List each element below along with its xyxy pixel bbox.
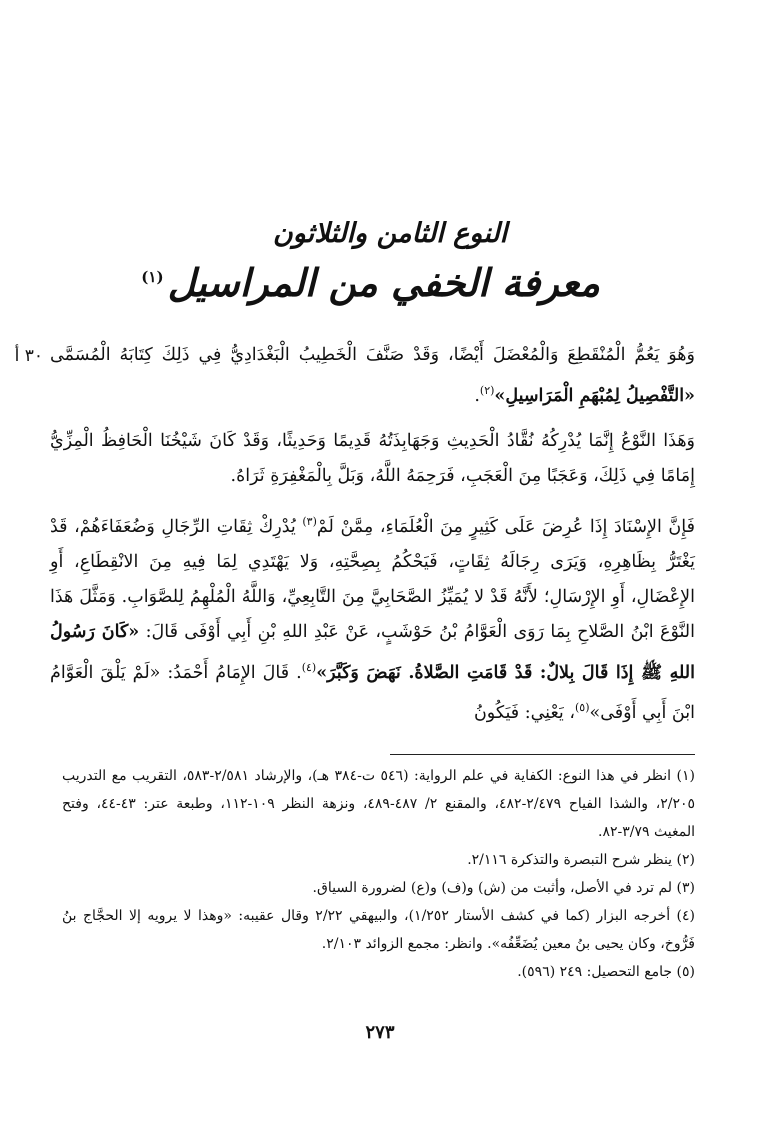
footnote-4: (٤) أخرجه البزار (كما في كشف الأستار ١/٢٥٢)، والبيهقي ٢/٢٢ وقال عقيبه: «وهذا لا يرويه إلا الحجَّاج بنُ فَرُّوخ، وكان يحيى بنُ معين يُضَعِّفُه». وانظر: مجمع الزوائد ٢/١٠٣. [62, 908, 696, 952]
footnote-2: (٢) ينظر شرح التبصرة والتذكرة ٢/١١٦. [467, 852, 695, 868]
paragraph-1-end: . [474, 385, 480, 406]
footnotes [62, 762, 695, 986]
book-title: «التَّفْصِيلُ لِمُبْهَمِ الْمَرَاسِيلِ» [494, 385, 695, 406]
note-ref-2: (٢) [479, 384, 495, 397]
note-ref-5: (٥) [575, 701, 590, 715]
note-ref-3: (٣) [302, 514, 317, 528]
footnote-divider [390, 754, 695, 755]
paragraph-1 [50, 338, 695, 414]
paragraph-2: وَهَذَا النَّوْعُ إِنَّمَا يُدْرِكُهُ نُقَّادُ الْحَدِيثِ وَجَهَابِذَتُهُ قَدِيمًا وَحَدِيثًا، وَقَدْ كَانَ شَيْخُنَا الْحَافِظُ الْمِزِّيُّ إِمَامًا فِي ذَلِكَ، وَعَجَبًا مِنَ الْعَجَبِ، فَرَحِمَهُ اللَّهُ، وَبَلَّ بِالْمَغْفِرَةِ ثَرَاهُ. [50, 430, 695, 486]
chapter-title: النوع الثامن والثلاثون [272, 218, 508, 249]
paragraph-3 [50, 504, 695, 731]
paragraph-3-part-a: فَإِنَّ الإِسْنَادَ إِذَا عُرِضَ عَلَى كَثِيرٍ مِنَ الْعُلَمَاءِ، مِمَّنْ لَمْ [316, 516, 695, 537]
paragraph-1-text: وَهُوَ يَعُمُّ الْمُنْقَطِعَ وَالْمُعْضَلَ أَيْضًا، وَقَدْ صَنَّفَ الْخَطِيبُ الْبَغْدَادِيُّ فِي ذَلِكَ كِتَابَهُ الْمُسَمَّى [50, 345, 695, 365]
paragraph-3-part-b: يُدْرِكْ ثِقَاتِ الرِّجَالِ وَضُعَفَاءَهُمْ، قَدْ يَغْتَرُّ بِظَاهِرِهِ، وَيَرَى رِجَالَهُ ثِقَاتٍ، فَيَحْكُمُ بِصِحَّتِهِ، وَلا يَهْتَدِي لِمَا فِيهِ مِنَ الانْقِطَاعِ، أَوِ الإِعْضَالِ، أَوِ الإِرْسَالِ؛ لأَنَّهُ قَدْ لا يُمَيِّزُ الصَّحَابِيَّ مِنَ التَّابِعِيِّ، وَاللَّهُ الْمُلْهِمُ لِلصَّوَابِ. وَمَثَّلَ هَذَا النَّوْعَ ابْنُ الصَّلاحِ بِمَا رَوَى الْعَوَّامُ بْنُ حَوْشَبٍ، عَنْ عَبْدِ اللهِ بْنِ أَبِي أَوْفَى قَالَ: [50, 516, 695, 642]
section-title [141, 260, 600, 305]
paragraph-3-part-c: . قَالَ الإِمَامُ أَحْمَدُ: «لَمْ يَلْقَ الْعَوَّامُ ابْنَ أَبِي أَوْفَى» [50, 662, 695, 724]
section-title-text: معرفة الخفي من المراسيل [167, 260, 600, 305]
paragraph-3-part-d: ، يَعْنِي: فَيَكُونُ [473, 703, 575, 724]
footnote-5: (٥) جامع التحصيل: ٢٤٩ (٥٩٦). [517, 964, 695, 980]
hadith-quote: «كَانَ رَسُولُ اللهِ ﷺ إِذَا قَالَ بِلالٌ: قَدْ قَامَتِ الصَّلاةُ. نَهَضَ وَكَبَّرَ» [50, 621, 695, 683]
note-ref-4: (٤) [301, 660, 317, 674]
footnote-1: (١) انظر في هذا النوع: الكفاية في علم الرواية: (٥٤٦ ت-٣٨٤ هـ)، والإرشاد ٢/٥٨١-٥٨٣، التقريب مع التدريب ٢/٢٠٥، والشذا الفياح ٢/٤٧٩-٤٨٢، والمقنع ٢/ ٤٨٧-٤٨٩، ونزهة النظر ١٠٩-١١٢، وطبعة عتر: ٤٣-٤٤، وفتح المغيث ٣/٧٩-٨٢. [62, 768, 696, 840]
main-text [50, 338, 695, 741]
footnote-3: (٣) لم ترد في الأصل، وأثبت من (ش) و(ف) و(ع) لضرورة السياق. [312, 880, 695, 896]
section-title-note: (١) [141, 268, 164, 287]
manuscript-margin-reference: ٣٠ أ [14, 346, 43, 366]
page-number: ٢٧٣ [365, 1022, 395, 1043]
